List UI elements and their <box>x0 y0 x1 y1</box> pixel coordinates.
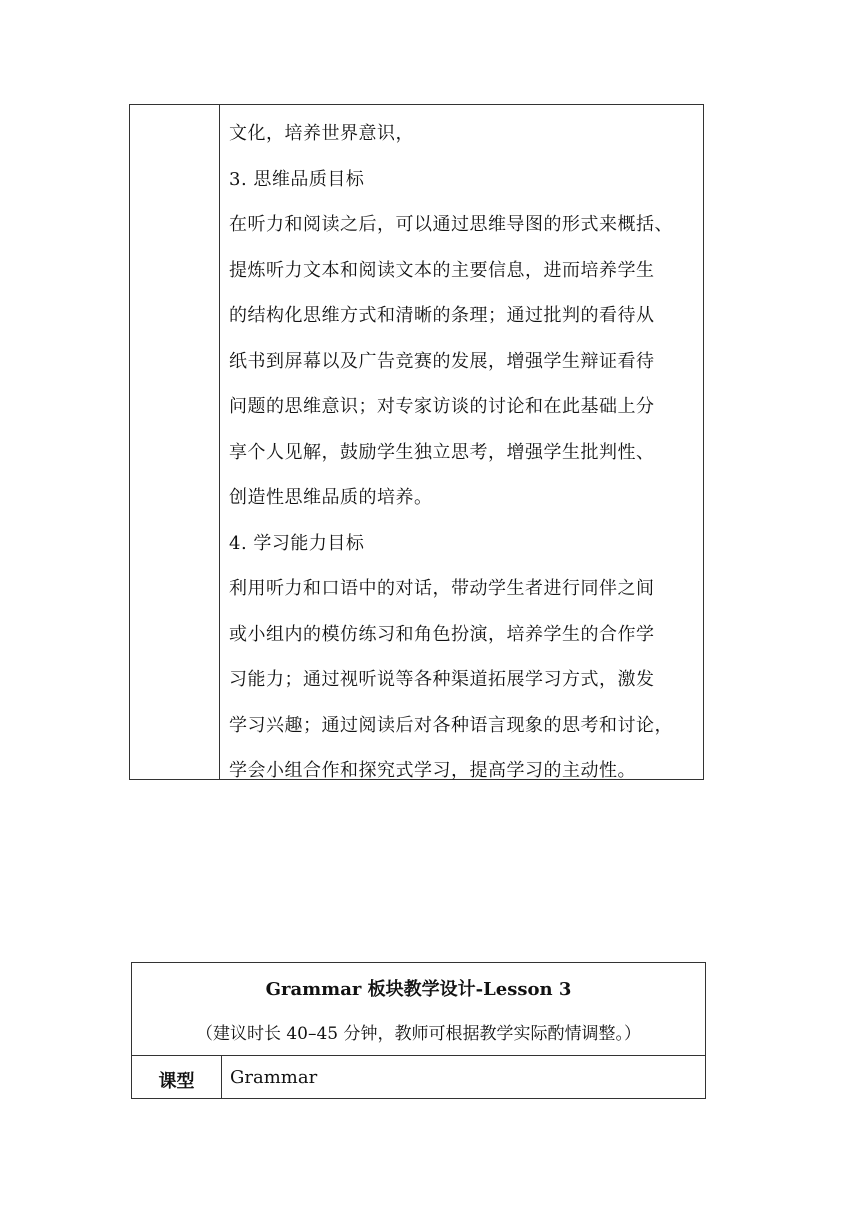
objective-line: 习能力；通过视听说等各种渠道拓展学习方式，激发 <box>229 669 655 690</box>
objective-line: 或小组内的模仿练习和角色扮演，培养学生的合作学 <box>229 623 655 645</box>
objective-line: 问题的思维意识；对专家访谈的讨论和在此基础上分 <box>229 396 655 417</box>
objective-line: 文化，培养世界意识， <box>229 123 414 144</box>
lesson-type-label: 课型 <box>158 1071 195 1092</box>
column-divider <box>219 105 220 779</box>
objectives-table <box>129 104 704 780</box>
objectives-content <box>229 111 699 794</box>
lesson-duration-note: （建议时长 40–45 分钟，教师可根据教学实际酌情调整。） <box>195 1024 642 1044</box>
objective-line: 3. 思维品质目标 <box>229 168 365 190</box>
column-divider <box>221 1055 222 1098</box>
objective-line: 提炼听力文本和阅读文本的主要信息，进而培养学生 <box>229 259 655 281</box>
objective-line: 纸书到屏幕以及广告竞赛的发展，增强学生辩证看待 <box>229 350 655 372</box>
objective-line: 在听力和阅读之后，可以通过思维导图的形式来概括、 <box>229 214 673 235</box>
lesson-type-value: Grammar <box>230 1067 318 1088</box>
objective-line: 享个人见解，鼓励学生独立思考，增强学生批判性、 <box>229 441 655 463</box>
objective-line: 4. 学习能力目标 <box>229 532 365 554</box>
row-divider <box>132 1055 705 1056</box>
grammar-lesson-table <box>131 962 706 1099</box>
objective-line: 的结构化思维方式和清晰的条理；通过批判的看待从 <box>229 305 655 326</box>
lesson-title: Grammar 板块教学设计-Lesson 3 <box>265 979 572 1000</box>
objective-line: 学习兴趣；通过阅读后对各种语言现象的思考和讨论， <box>229 714 673 736</box>
objective-line: 利用听力和口语中的对话，带动学生者进行同伴之间 <box>229 578 655 599</box>
objective-line: 学会小组合作和探究式学习，提高学习的主动性。 <box>229 760 636 781</box>
objective-line: 创造性思维品质的培养。 <box>229 487 433 508</box>
